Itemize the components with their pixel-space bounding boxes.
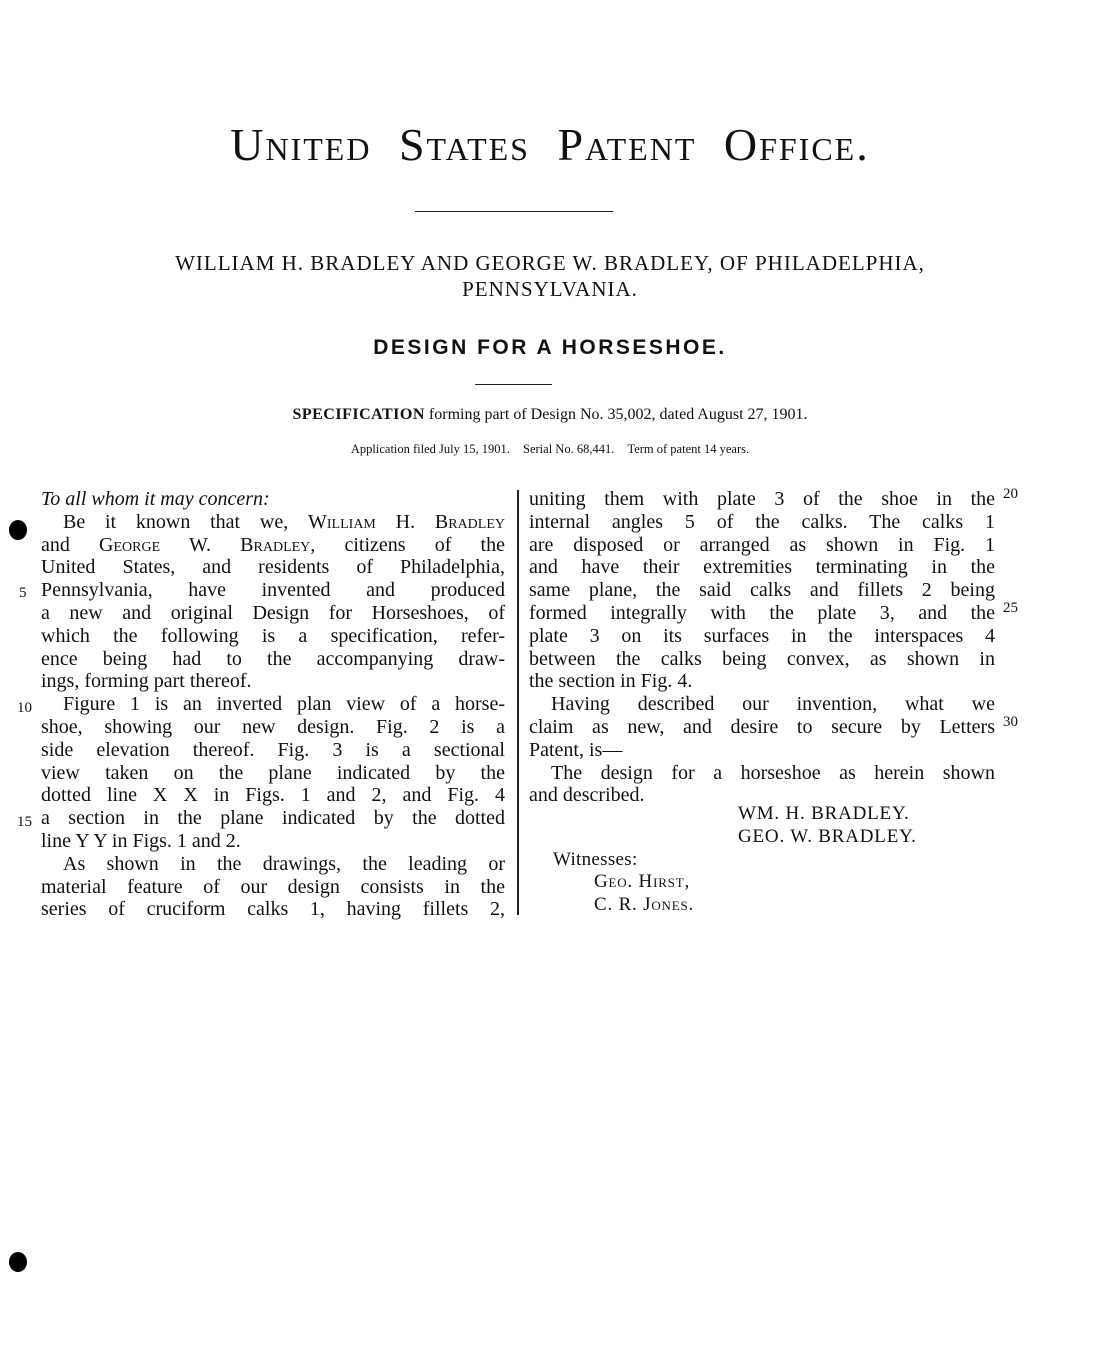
text-segment: line Y Y in Figs. 1 and 2. [41,829,241,852]
text-line [41,739,505,762]
text-segment: plate 3 on its surfaces in the interspaces 4 [529,624,995,647]
text-segment: are disposed or arranged as shown in Fig. 1 [529,533,995,556]
text-line [41,716,505,739]
binder-hole-icon [9,1252,27,1272]
text-segment: side elevation thereof. Fig. 3 is a sectional [41,738,505,761]
line-number: 30 [1003,714,1018,730]
inventor-signature: WM. H. BRADLEY. [738,803,910,824]
text-line [41,670,505,693]
specification-label: SPECIFICATION [292,406,425,423]
line-number: 25 [1003,600,1018,616]
text-segment: As shown in the drawings, the leading or [63,852,505,875]
text-line [529,488,995,511]
text-segment: ence being had to the accompanying draw- [41,647,505,670]
text-line [529,762,995,785]
text-segment: uniting them with plate 3 of the shoe in the [529,488,995,510]
text-line [41,625,505,648]
text-line [41,807,505,830]
specification-line [0,406,1100,424]
design-title: DESIGN FOR A HORSESHOE. [373,336,727,359]
text-line [529,693,995,716]
text-segment: internal angles 5 of the calks. The calks 1 [529,510,995,533]
text-segment: view taken on the plane indicated by the [41,761,505,784]
left-column [41,488,505,921]
name-small-caps: William H. Bradley [308,510,506,533]
text-line [41,853,505,876]
text-line [41,898,505,921]
text-line [529,625,995,648]
text-line [41,579,505,602]
text-segment: Be it known that we, [63,510,309,533]
inventors-line-2: PENNSYLVANIA. [462,277,638,301]
office-heading: United States Patent Office. [230,119,870,170]
text-line [529,534,995,557]
line-number: 15 [17,814,32,830]
text-segment: To all whom it may concern: [41,488,270,510]
text-line [529,602,995,625]
text-segment: formed integrally with the plate 3, and the [529,601,995,624]
text-segment: claim as new, and desire to secure by Letters [529,715,995,738]
line-number: 5 [19,585,27,601]
witness-signature: C. R. Jones. [594,894,695,915]
text-line [529,670,995,693]
text-line [41,602,505,625]
text-line [41,762,505,785]
text-segment: a section in the plane indicated by the dotted [41,807,505,830]
text-line [41,556,505,579]
text-line [529,648,995,671]
serial-number: Serial No. 68,441. [523,442,615,456]
text-segment: Pennsylvania, have invented and produced [41,579,505,602]
text-segment: between the calks being convex, as shown in [529,647,995,670]
inventor-signature: GEO. W. BRADLEY. [738,826,917,847]
witnesses-label: Witnesses: [553,849,638,870]
text-segment: Patent, is— [529,738,623,761]
text-line [41,648,505,671]
header-rule [415,211,613,212]
text-line [41,876,505,899]
text-segment: which the following is a specification, refer- [41,624,505,647]
text-segment: and [41,533,100,556]
text-segment: The design for a horseshoe as herein shown [551,761,995,784]
text-segment: Figure 1 is an inverted plan view of a horse- [63,693,505,716]
text-segment: , citizens of the [310,533,505,556]
text-line [529,716,995,739]
inventors-line-1: WILLIAM H. BRADLEY AND GEORGE W. BRADLEY, OF PHILADELPHIA, [175,251,925,275]
text-segment: ings, forming part thereof. [41,670,252,693]
column-divider [517,490,519,915]
name-small-caps: George W. Bradley [99,533,311,556]
text-segment: United States, and residents of Philadelphia, [41,556,505,579]
application-line [0,442,1100,457]
text-segment: material feature of our design consists in the [41,875,505,898]
witness-signature: Geo. Hirst, [594,871,690,892]
specification-text: forming part of Design No. 35,002, dated August 27, 1901. [428,406,808,423]
text-line [41,784,505,807]
patent-term: Term of patent 14 years. [627,442,750,456]
text-line [41,488,505,511]
text-segment: and described. [529,784,645,807]
text-line [41,534,505,557]
text-line [529,511,995,534]
text-line [529,739,995,762]
application-filed: Application filed July 15, 1901. [350,442,510,456]
right-column [529,488,995,807]
line-number: 10 [17,700,32,716]
text-segment: same plane, the said calks and fillets 2 being [529,579,995,602]
text-line [529,579,995,602]
text-segment: a new and original Design for Horseshoes, of [41,601,505,624]
text-segment: and have their extremities terminating in the [529,556,995,579]
text-segment: the section in Fig. 4. [529,670,693,693]
line-number: 20 [1003,486,1018,502]
text-line [41,511,505,534]
text-segment: Having described our invention, what we [551,693,995,716]
binder-hole-icon [9,520,27,540]
text-segment: dotted line X X in Figs. 1 and 2, and Fig. 4 [41,784,505,807]
text-segment: series of cruciform calks 1, having fillets 2, [41,898,505,921]
title-rule [475,384,552,385]
text-line [41,830,505,853]
text-segment: shoe, showing our new design. Fig. 2 is a [41,715,505,738]
text-line [41,693,505,716]
inventors [0,250,1100,302]
text-line [529,556,995,579]
